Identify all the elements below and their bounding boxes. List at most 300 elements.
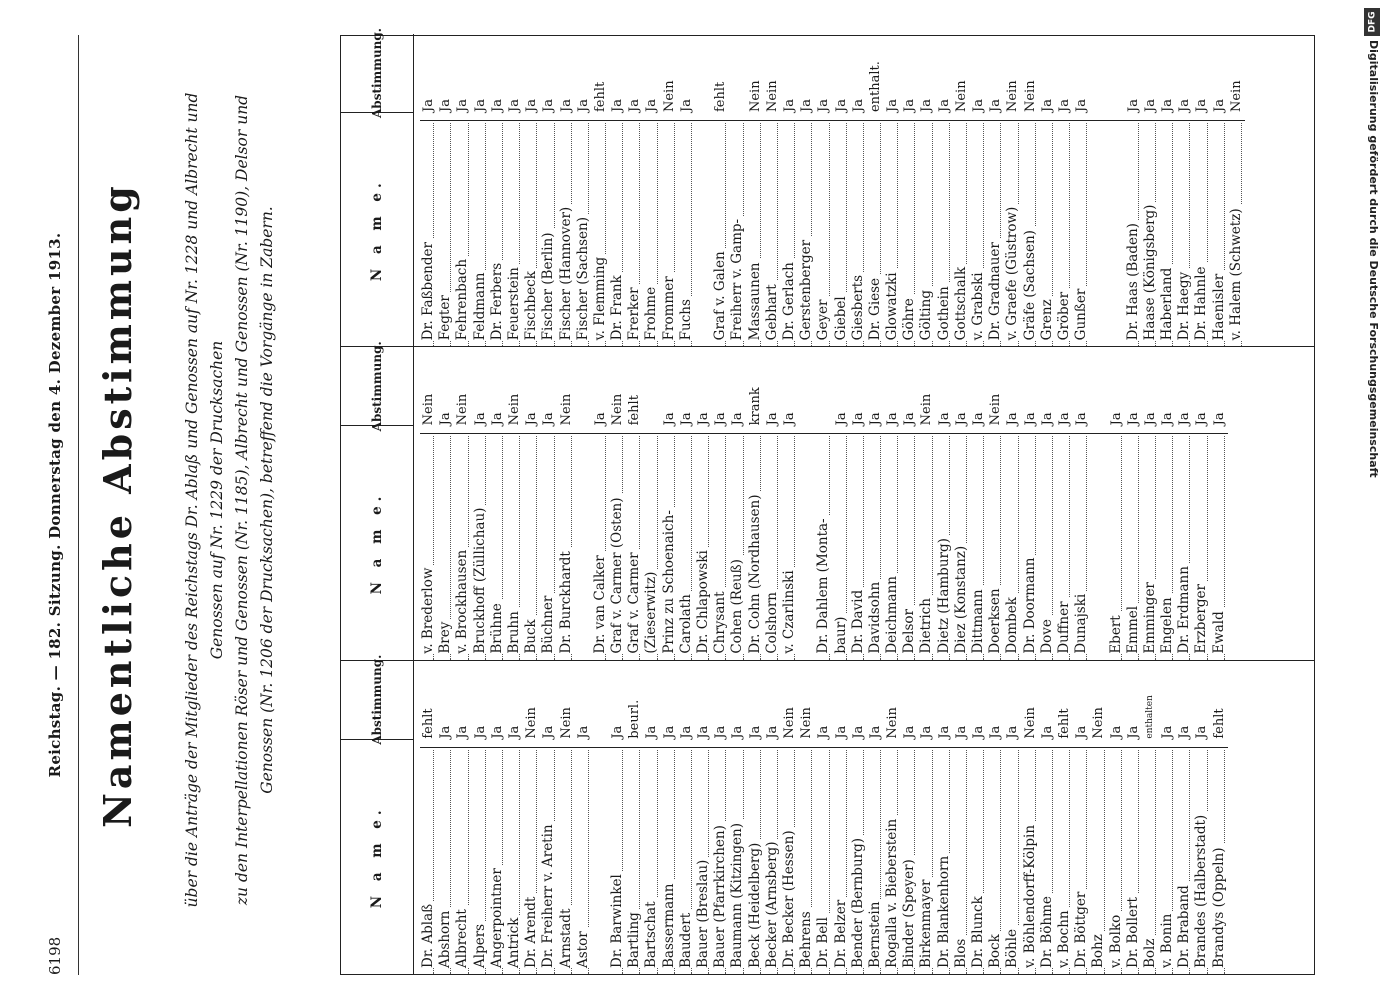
member-name-text: Bruhn — [506, 608, 522, 653]
member-name-text: Dr. Becker (Hessen) — [781, 827, 797, 968]
table-row — [1125, 661, 1142, 974]
vote-value: Ja — [971, 99, 986, 113]
member-name-text: Birkenmayer — [918, 877, 934, 968]
vote-value: Ja — [1005, 412, 1021, 426]
vote-value: Ja — [438, 725, 454, 739]
table-row — [884, 34, 901, 346]
table-row — [712, 347, 729, 659]
member-name — [643, 120, 660, 346]
vote-value: Ja — [953, 412, 969, 426]
vote-value: Ja — [971, 725, 986, 739]
member-name-text: Dr. Gradnauer — [987, 239, 1003, 340]
table-row — [867, 347, 884, 659]
vote-value: Ja — [1160, 725, 1176, 739]
vote-value: Ja — [713, 412, 729, 426]
table-row — [540, 661, 557, 974]
table-column-2 — [341, 341, 1314, 660]
member-name — [747, 747, 764, 974]
member-name-text — [592, 965, 608, 968]
member-name-text: Gräfe (Sachsen) — [1022, 227, 1038, 340]
table-row — [798, 347, 815, 659]
table-row — [1004, 34, 1021, 346]
table-row — [936, 34, 953, 346]
member-name-text: Dr. Belzer — [833, 897, 849, 968]
table-row — [764, 347, 781, 659]
table-row — [953, 347, 970, 659]
member-name — [506, 120, 523, 346]
member-name-text: Blos — [953, 936, 969, 968]
member-name-text: Geyer — [815, 297, 831, 341]
member-name-text: Dr. Haas (Baden) — [1125, 220, 1141, 340]
member-name-text: Haberland — [1159, 265, 1175, 341]
vote-value: Ja — [1177, 725, 1193, 739]
vote-value: Ja — [1056, 99, 1072, 113]
member-name-text: baur) — [833, 614, 849, 654]
member-name-text: Behrens — [798, 908, 814, 968]
table-row — [506, 661, 523, 974]
table-row — [833, 34, 850, 346]
member-name-text: Böhle — [1004, 926, 1020, 968]
table-row — [798, 34, 815, 346]
member-name-text: Arnstadt — [558, 906, 574, 968]
vote-value — [575, 347, 592, 433]
member-name — [540, 120, 557, 346]
member-name-text: Bartschat — [643, 898, 659, 968]
vote-value: Ja — [438, 412, 454, 426]
member-name-text: Engelen — [1159, 594, 1175, 653]
vote-header: Abstimmung. — [370, 341, 384, 432]
member-name — [884, 747, 901, 974]
table-row — [970, 34, 987, 346]
member-name-text: Fischer (Sachsen) — [575, 214, 591, 340]
member-name-text — [1090, 337, 1106, 340]
member-name — [987, 747, 1004, 974]
member-name-text: Colshorn — [764, 589, 780, 654]
table-row — [1159, 661, 1176, 974]
member-name — [472, 747, 489, 974]
table-row — [781, 347, 798, 659]
member-name-text: v. Bonin — [1159, 911, 1175, 968]
member-name-text: Baumann (Kitzingen) — [729, 820, 745, 968]
table-row — [1039, 661, 1056, 974]
member-name — [437, 433, 454, 659]
table-row — [970, 347, 987, 659]
table-row — [815, 347, 832, 659]
vote-value: Nein — [524, 707, 540, 739]
vote-value: Ja — [1177, 412, 1193, 426]
member-name-text: Beck (Heidelberg) — [747, 840, 763, 968]
member-name-text: Astor — [575, 928, 591, 968]
vote-value: Ja — [1194, 725, 1210, 739]
vote-value: Ja — [1108, 725, 1124, 739]
table-row — [678, 347, 695, 659]
vote-value — [1108, 34, 1125, 120]
vote-value: fehlt — [421, 708, 436, 739]
table-row — [936, 347, 953, 659]
member-name — [815, 433, 832, 659]
member-name-text: Glowatzki — [884, 269, 900, 340]
member-name — [643, 433, 660, 659]
member-name-text: Fischer (Berlin) — [540, 230, 556, 341]
vote-value: fehlt — [1211, 708, 1227, 739]
member-name-text: Dr. Giese — [867, 275, 883, 340]
name-header: N a m e. — [341, 112, 413, 346]
vote-value: Ja — [1211, 99, 1227, 113]
vote-value: Ja — [1108, 412, 1124, 426]
vote-value: Ja — [850, 99, 866, 113]
member-name-text: Emminger — [1142, 579, 1158, 654]
intro-line-1: über die Anträge der Mitglieder des Reichstags Dr. Ablaß und Genossen auf Nr. 1228 und Albrecht und Genossen auf Nr. 1229 der Drucksachen — [183, 92, 226, 908]
vote-value: Ja — [524, 99, 540, 113]
table-row — [918, 347, 935, 659]
member-name — [833, 747, 850, 974]
vote-value: Ja — [610, 725, 626, 739]
table-row — [1142, 34, 1159, 346]
table-row — [1090, 661, 1107, 974]
member-name — [712, 747, 729, 974]
member-name-text: Bender (Bernburg) — [850, 835, 866, 968]
vote-value: Ja — [661, 412, 677, 426]
table-row — [729, 661, 746, 974]
vote-value: Ja — [1177, 99, 1193, 113]
vote-value — [592, 661, 609, 747]
vote-value: Ja — [1022, 412, 1038, 426]
vote-value: Ja — [1005, 725, 1021, 739]
member-name-text: Bauer (Pfarrkirchen) — [712, 822, 728, 968]
table-row — [575, 347, 592, 659]
member-name-text: Dr. Blunck — [970, 893, 986, 968]
table-row — [1142, 347, 1159, 659]
member-name-text — [575, 651, 591, 654]
vote-value: Ja — [541, 99, 557, 113]
member-name — [729, 747, 746, 974]
member-name-text: Gröber — [1056, 289, 1072, 340]
vote-value: Nein — [885, 707, 901, 739]
vote-value: Nein — [1091, 707, 1107, 739]
member-name-text: Feuerstein — [506, 264, 522, 340]
member-name — [420, 747, 437, 974]
table-row — [1228, 34, 1245, 346]
member-name-text: Dove — [1039, 616, 1055, 654]
table-row — [1159, 34, 1176, 346]
member-name-text: Bock — [987, 931, 1003, 968]
member-name — [454, 747, 471, 974]
table-row — [867, 34, 884, 346]
member-name — [1056, 747, 1073, 974]
member-name — [1193, 433, 1210, 659]
table-row — [575, 34, 592, 346]
table-row — [454, 34, 471, 346]
table-row — [1090, 347, 1107, 659]
member-name — [1108, 747, 1125, 974]
vote-value: Ja — [1056, 412, 1072, 426]
member-name — [1090, 120, 1107, 346]
member-name — [1056, 433, 1073, 659]
table-row — [764, 34, 781, 346]
member-name-text: Dr. Haegy — [1176, 269, 1192, 340]
member-name — [712, 120, 729, 346]
member-name-text: Giesberts — [850, 272, 866, 340]
table-row — [729, 34, 746, 346]
vote-value: Ja — [1039, 412, 1055, 426]
member-name — [867, 747, 884, 974]
member-name — [678, 120, 695, 346]
column-header — [341, 28, 414, 346]
table-row — [987, 347, 1004, 659]
member-name — [1211, 747, 1228, 974]
member-name-text: Binder (Speyer) — [901, 856, 917, 968]
vote-value: Nein — [1228, 80, 1244, 113]
vote-value: Nein — [919, 393, 935, 426]
vote-value: enthalt. — [867, 61, 883, 113]
vote-value: Ja — [713, 725, 729, 739]
name-header: N a m e. — [341, 739, 413, 974]
table-row — [747, 661, 764, 974]
vote-value: Ja — [558, 99, 574, 113]
member-name — [867, 433, 884, 659]
member-name-text: Alpers — [472, 921, 488, 968]
member-name-text: Giebel — [833, 293, 849, 340]
table-row — [1176, 347, 1193, 659]
vote-value: Ja — [919, 725, 935, 739]
vote-value: Ja — [850, 725, 866, 739]
member-name — [918, 433, 935, 659]
member-name — [472, 433, 489, 659]
vote-value: Ja — [1211, 412, 1227, 426]
member-name-text: Fehrenbach — [454, 256, 470, 340]
table-row — [953, 661, 970, 974]
member-name — [1004, 747, 1021, 974]
member-name-text: Graf v. Carmer (Osten) — [609, 494, 625, 653]
vote-value — [695, 34, 712, 120]
member-name — [592, 433, 609, 659]
member-name — [901, 747, 918, 974]
table-row — [1176, 34, 1193, 346]
member-name-text: Fischbeck — [523, 268, 539, 340]
table-row — [1125, 347, 1142, 659]
member-name — [867, 120, 884, 346]
table-row — [867, 661, 884, 974]
vote-value: Ja — [455, 725, 471, 739]
member-name-text: Dr. Erdmann — [1176, 563, 1192, 654]
member-name — [953, 433, 970, 659]
member-name — [437, 120, 454, 346]
table-row — [437, 34, 454, 346]
table-row — [953, 34, 970, 346]
table-row — [506, 34, 523, 346]
table-row — [540, 34, 557, 346]
member-name — [936, 747, 953, 974]
table-row — [1056, 347, 1073, 659]
member-name — [609, 120, 626, 346]
vote-value: Ja — [1125, 99, 1141, 113]
vote-value: Nein — [421, 393, 436, 426]
vote-value: Ja — [1074, 725, 1090, 739]
member-name-text — [695, 337, 711, 340]
member-name-text: Frohme — [643, 284, 659, 340]
member-name — [489, 747, 506, 974]
vote-value: Ja — [541, 725, 557, 739]
member-name — [695, 433, 712, 659]
member-name-text: Dr. Freiherr v. Aretin — [540, 821, 556, 968]
table-row — [523, 347, 540, 659]
member-name — [781, 120, 798, 346]
table-row — [884, 661, 901, 974]
member-name — [1211, 433, 1228, 659]
member-name-text: v. Brockhausen — [454, 547, 470, 654]
member-name — [970, 120, 987, 346]
table-row — [661, 34, 678, 346]
member-name — [970, 433, 987, 659]
vote-value: Ja — [988, 99, 1004, 113]
member-name — [523, 747, 540, 974]
member-name-text: Bauer (Breslau) — [695, 857, 711, 968]
table-row — [454, 661, 471, 974]
table-row — [1039, 347, 1056, 659]
table-row — [661, 347, 678, 659]
table-row — [901, 34, 918, 346]
member-name-text: Feldmann — [472, 270, 488, 341]
column-header — [341, 341, 414, 659]
member-name-text: Deichmann — [884, 573, 900, 654]
member-name-text: Dunajski — [1073, 591, 1089, 654]
table-row — [678, 661, 695, 974]
member-name — [661, 433, 678, 659]
member-name-text: Graf v. Galen — [712, 248, 728, 340]
table-row — [1108, 347, 1125, 659]
vote-value: Ja — [696, 412, 711, 426]
table-row — [695, 34, 712, 346]
member-name-text: Bartling — [626, 909, 642, 968]
member-name-text: Frerker — [626, 284, 642, 340]
member-name — [1142, 747, 1159, 974]
member-name-text: Brandys (Oppeln) — [1211, 845, 1227, 969]
member-name — [1176, 433, 1193, 659]
vote-value: Ja — [730, 725, 746, 739]
member-name-text: Dr. Arendt — [523, 894, 539, 968]
member-name — [781, 747, 798, 974]
member-name-text: Dittmann — [970, 586, 986, 653]
table-row — [523, 661, 540, 974]
member-name — [592, 120, 609, 346]
member-name — [1176, 120, 1193, 346]
member-name — [987, 433, 1004, 659]
vote-value: Ja — [592, 412, 608, 426]
table-row — [1193, 347, 1210, 659]
table-row — [506, 347, 523, 659]
table-row — [540, 347, 557, 659]
table-row — [558, 661, 575, 974]
member-name-text: (Zieserwitz) — [643, 569, 659, 654]
table-row — [833, 347, 850, 659]
vote-value: Ja — [1039, 99, 1055, 113]
member-name — [1090, 747, 1107, 974]
vote-value: Ja — [489, 412, 505, 426]
table-row — [678, 34, 695, 346]
column-header — [341, 654, 414, 974]
member-name — [437, 747, 454, 974]
table-row — [592, 34, 609, 346]
member-name — [592, 747, 609, 974]
vote-value: Ja — [1194, 99, 1210, 113]
member-name — [901, 120, 918, 346]
intro-line-2: zu den Interpellationen Röser und Genossen (Nr. 1185), Albrecht und Genossen (Nr. 1190), Delsor und Genossen (Nr. 1206 der Drucksachen), betreffend die Vorgänge in Zabern. — [233, 94, 276, 906]
member-name — [695, 747, 712, 974]
vote-value: Ja — [678, 99, 694, 113]
table-row — [798, 661, 815, 974]
member-name — [558, 433, 575, 659]
member-name — [523, 433, 540, 659]
vote-value: Ja — [421, 99, 436, 113]
vote-value: Ja — [610, 99, 626, 113]
member-name-text: Gölting — [918, 287, 934, 340]
vote-value: Ja — [472, 412, 488, 426]
table-row — [472, 347, 489, 659]
table-row — [1193, 661, 1210, 974]
table-row — [1125, 34, 1142, 346]
member-name-text: Dr. van Calker — [592, 552, 608, 653]
member-name — [489, 433, 506, 659]
table-row — [1211, 34, 1228, 346]
vote-value: Ja — [730, 412, 746, 426]
member-name-text: Dr. David — [850, 587, 866, 654]
member-name — [1159, 433, 1176, 659]
intro-text — [180, 80, 280, 920]
member-name-text: Dr. Hahnle — [1193, 263, 1209, 340]
member-name — [540, 433, 557, 659]
vote-value: Ja — [971, 412, 986, 426]
member-name — [558, 747, 575, 974]
vote-value: Ja — [1142, 99, 1158, 113]
member-name — [1142, 433, 1159, 659]
member-name — [850, 120, 867, 346]
member-name — [1211, 120, 1228, 346]
vote-value: enthalten — [1144, 695, 1155, 739]
member-name — [901, 433, 918, 659]
member-name-text: Dr. Barwinkel — [609, 871, 625, 968]
member-name — [1039, 747, 1056, 974]
member-name-text: Dr. Böttger — [1073, 889, 1089, 968]
vote-value: Ja — [472, 725, 488, 739]
table-row — [489, 34, 506, 346]
member-name — [1108, 433, 1125, 659]
member-name — [695, 120, 712, 346]
member-name-text: Dr. Braband — [1176, 882, 1192, 968]
table-row — [643, 661, 660, 974]
vote-value: Ja — [833, 412, 849, 426]
vote-value: Ja — [644, 99, 660, 113]
table-row — [626, 34, 643, 346]
vote-value: Ja — [833, 725, 849, 739]
table-row — [454, 347, 471, 659]
member-name — [506, 747, 523, 974]
vote-value: Ja — [867, 725, 883, 739]
table-row — [918, 34, 935, 346]
member-name-text: Dr. Faßbender — [420, 239, 436, 340]
member-name — [454, 120, 471, 346]
digitization-note: Digitalisierung gefördert durch die Deutsche Forschungsgemeinschaft — [1367, 40, 1380, 478]
vote-value: Ja — [1125, 412, 1141, 426]
member-name — [1022, 120, 1039, 346]
table-row — [747, 347, 764, 659]
table-row — [1073, 347, 1090, 659]
table-row — [643, 347, 660, 659]
member-name-text: Dr. Doormann — [1022, 555, 1038, 654]
table-row — [489, 661, 506, 974]
vote-value: Ja — [919, 99, 935, 113]
table-row — [1108, 34, 1125, 346]
table-row — [626, 661, 643, 974]
